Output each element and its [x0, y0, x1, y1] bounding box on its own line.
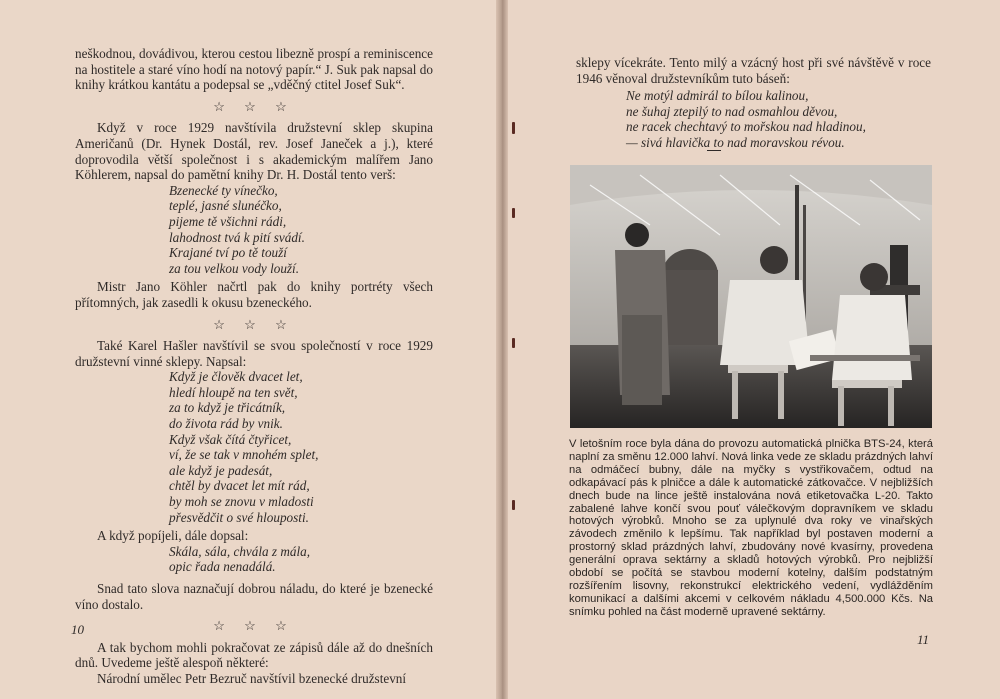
poem-line: Ne motýl admirál to bílou kalinou,: [626, 88, 809, 104]
binding-stitch: [512, 500, 515, 510]
poem-line: Krajané tví po tě touží: [169, 245, 287, 261]
poem-line: hledí hloupě na ten svět,: [169, 384, 298, 400]
poem-line: pijeme tě všichni rádi,: [169, 213, 287, 229]
poem-line: teplé, jasné slunéčko,: [169, 198, 282, 214]
page-number-right: 11: [917, 632, 930, 647]
poem-line: přesvědčit o své hlouposti.: [169, 509, 309, 525]
paragraph: sklepy vícekráte. Tento milý a vzácný host při své návštěvě v roce 1946 věnoval družstevníkům tuto báseň:: [576, 55, 931, 86]
poem-line: Když je člověk dvacet let,: [169, 369, 303, 385]
page-number-left: 10: [71, 622, 84, 637]
bottling-hall-photo: [570, 165, 932, 428]
poem-line: do života rád by vnik.: [169, 416, 283, 432]
poem-line: — sivá hlavička to nad moravskou révou.: [626, 134, 845, 150]
poem-hasler-2: [169, 544, 433, 575]
poem-line: lahodnost tvá k pití svádí.: [169, 229, 305, 245]
binding-stitch: [512, 338, 515, 348]
paragraph: Národní umělec Petr Bezruč navštívil bzenecké družstevní: [97, 670, 407, 686]
poem-dostal: [169, 183, 433, 277]
poem-bezruc: [626, 88, 931, 150]
paragraph: neškodnou, dovádivou, kterou cestou libezně prospí a reminiscence na hostitele a staré víno hodí na notový papír.“ J. Suk pak napsal do knihy krátkou kantátu a podepsal se „vděčný ctitel Josef Suk“.: [75, 46, 433, 93]
poem-line: by moh se znovu v mladosti: [169, 494, 314, 510]
paragraph: Když v roce 1929 navštívila družstevní sklep skupina Američanů (Dr. Hynek Dostál, rev. Josef Janeček a j.), které doprovodila větší společnost i s akademickým malířem Jano Köhlerem, napsal do pamětní knihy Dr. H. Dostál tento verš:: [75, 120, 433, 183]
section-divider-stars: ☆ ☆ ☆: [213, 618, 295, 634]
paragraph: Snad tato slova naznačují dobrou náladu, do které je bzenecké víno dostalo.: [75, 581, 433, 612]
paragraph: Také Karel Hašler navštívil se svou společností v roce 1929 družstevní vinné sklepy. Napsal:: [75, 338, 433, 369]
left-page-text: [75, 46, 433, 687]
poem-line: chtěl by dvacet let mít rád,: [169, 478, 310, 494]
right-page-text: [576, 55, 931, 151]
poem-line: Bzenecké ty vínečko,: [169, 182, 278, 198]
book-gutter: [496, 0, 508, 699]
section-divider-stars: ☆ ☆ ☆: [213, 316, 295, 332]
poem-line: opic řada nenadálá.: [169, 559, 276, 575]
poem-line: ale když je padesát,: [169, 462, 273, 478]
paragraph: A když popíjeli, dále dopsal:: [97, 528, 249, 544]
poem-hasler: [169, 369, 433, 525]
photo-caption: V letošním roce byla dána do provozu automatická plnička BTS-24, která naplní za směnu 12.000 lahví. Nová linka vede ze skladu prázdných lahví na odmáčecí bubny, dále na myčky s vystřikovačem, odtud na odkapávací pás k plničce a dále k automatické zátkovačce. V nejbližších dnech bude na lince ještě instalována nová etiketovačka L-20. Takto zabalené lahve končí svou pouť válečkovým dopravníkem ve skladu hotových výrobků. Mnoho se za uplynulé dva roky ve vinařských závodech změnilo k lepšímu. Tak například byl postaven moderní a prostorný sklad prázdných lahví, zbudovány nové kvasírny, provedena generální oprava sektárny a skladů hotových výrobků. Pro nejbližší období se počítá se stavbou moderní kotelny, dalším podstatným rozšířením lisovny, rekonstrukcí elektrického vedení, vydlážděním komunikací a dalšími akcemi v celkovém nákladu 4,500.000 Kčs. Na snímku pohled na část moderně upravené sektárny.: [569, 438, 933, 618]
binding-stitch: [512, 122, 515, 134]
poem-line: za tou velkou vody louží.: [169, 260, 300, 276]
paragraph: A tak bychom mohli pokračovat ze zápisů dále až do dnešních dnů. Uvedeme ještě alespoň některé:: [75, 639, 433, 671]
paragraph: Mistr Jano Köhler načrtl pak do knihy portréty všech přítomných, jak zasedli k okusu bzeneckého.: [75, 279, 433, 310]
poem-line: Když však čítá čtyřicet,: [169, 431, 292, 447]
binding-stitch: [512, 208, 515, 218]
poem-line: Skála, sála, chvála z mála,: [169, 543, 311, 559]
poem-line: ne šuhaj ztepilý to nad osmahlou děvou,: [626, 103, 838, 119]
photo-illustration: [570, 165, 932, 428]
poem-line: za to když je třicátník,: [169, 400, 286, 416]
separator-dash: [707, 150, 721, 151]
poem-line: ne racek chechtavý to mořskou nad hladinou,: [626, 119, 866, 135]
poem-line: ví, že se tak v mnohém splet,: [169, 447, 319, 463]
section-divider-stars: ☆ ☆ ☆: [213, 98, 295, 114]
